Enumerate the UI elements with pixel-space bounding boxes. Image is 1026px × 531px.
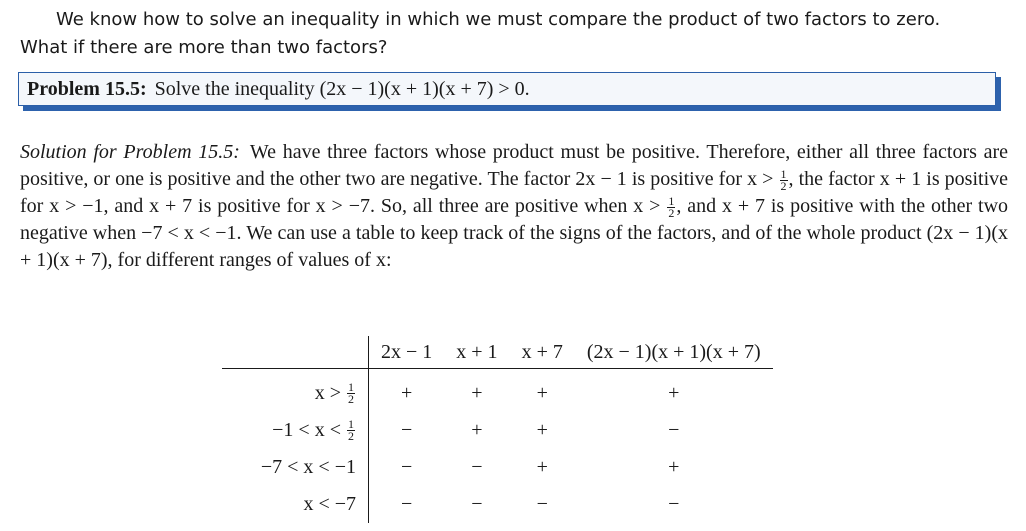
sign-cell: + — [536, 419, 548, 441]
sign-table — [222, 336, 773, 523]
table-row — [222, 369, 773, 413]
solution-text-2: , the factor x + 1 is positive for x > −1, and x + 7 is positive for x > −7. So, all three are positive when x > — [20, 168, 1009, 217]
fraction-one-half: $\frac{1}{2}$ — [348, 417, 354, 444]
sign-cell: + — [536, 456, 548, 478]
fraction-one-half: $\frac{1}{2}$ — [348, 380, 354, 407]
sign-cell: − — [668, 419, 680, 441]
problem-statement: Solve the inequality (2x − 1)(x + 1)(x + 7) > 0. — [154, 77, 530, 100]
sign-cell: + — [471, 419, 483, 441]
table-row — [222, 449, 773, 486]
range-cell: −7 < x < −1 — [222, 449, 369, 486]
sign-cell: + — [668, 456, 680, 478]
sign-cell: − — [471, 493, 483, 515]
sign-cell: + — [536, 382, 548, 404]
range-cell: x > $\frac{1}{2}$ — [222, 369, 369, 413]
table-row — [222, 412, 773, 449]
sign-cell: − — [401, 456, 413, 478]
range-cell: −1 < x < $\frac{1}{2}$ — [222, 412, 369, 449]
column-header: (2x − 1)(x + 1)(x + 7) — [575, 336, 773, 369]
column-header: x + 7 — [510, 336, 575, 369]
solution-label: Solution for Problem 15.5: — [20, 141, 240, 163]
fraction-one-half: $\frac{1}{2}$ — [668, 193, 675, 220]
table-header-row — [222, 336, 773, 369]
table-corner — [222, 336, 369, 369]
intro-line-2: What if there are more than two factors? — [20, 37, 388, 58]
intro-paragraph — [20, 6, 1010, 62]
intro-line-1: We know how to solve an inequality in which we must compare the product of two factors to zero. — [56, 9, 941, 30]
sign-cell: − — [401, 493, 413, 515]
sign-cell: − — [536, 493, 548, 515]
solution-paragraph — [20, 139, 1008, 274]
table-row — [222, 486, 773, 523]
problem-box — [18, 72, 996, 106]
range-cell: x < −7 — [222, 486, 369, 523]
fraction-one-half: $\frac{1}{2}$ — [780, 166, 787, 193]
solution-text-1: We have three factors whose product must be positive. Therefore, either all three factors are positive, or one is positive and the other two are negative. The factor 2x − 1 is positive for x > — [20, 141, 1008, 190]
column-header: x + 1 — [444, 336, 509, 369]
sign-cell: + — [471, 382, 483, 404]
sign-cell: + — [401, 382, 413, 404]
solution-text-3: , and x + 7 is positive with the other two negative when −7 < x < −1. We can use a table to keep track of the signs of the factors, and of the whole product (2x − 1)(x + 1)(x + 7), for different ranges of values of x: — [20, 195, 1009, 271]
column-header: 2x − 1 — [369, 336, 445, 369]
sign-cell: + — [668, 382, 680, 404]
sign-cell: − — [471, 456, 483, 478]
problem-label: Problem 15.5: — [27, 77, 147, 100]
sign-cell: − — [668, 493, 680, 515]
sign-cell: − — [401, 419, 413, 441]
